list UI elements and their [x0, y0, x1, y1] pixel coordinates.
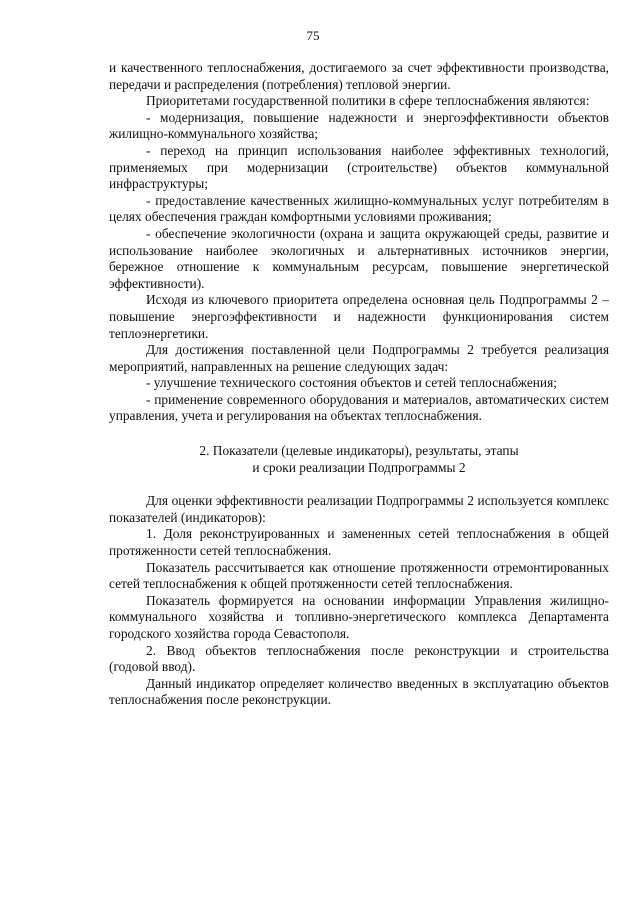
- list-item: - переход на принцип использования наиболее эффективных технологий, применяемых при модернизации (строительстве) объектов коммунальной инфраструктуры;: [109, 142, 609, 192]
- paragraph: Для оценки эффективности реализации Подпрограммы 2 используется комплекс показателей (индикаторов):: [109, 493, 609, 525]
- list-item: 1. Доля реконструированных и замененных сетей теплоснабжения в общей протяженности сетей теплоснабжения.: [109, 526, 609, 559]
- list-item: 2. Ввод объектов теплоснабжения после реконструкции и строительства (годовой ввод).: [109, 642, 609, 675]
- paragraph: Для достижения поставленной цели Подпрограммы 2 требуется реализация мероприятий, направленных на решение следующих задач:: [109, 342, 609, 374]
- list-item: - обеспечение экологичности (охрана и защита окружающей среды, развитие и использование наиболее экологичных и альтернативных источников энергии, бережное отношение к коммунальным ресурсам, повышение энергетической эффективности).: [109, 225, 609, 291]
- page-number: 75: [306, 28, 320, 43]
- paragraph: и качественного теплоснабжения, достигаемого за счет эффективности производства, передачи и распределения (потребления) тепловой энергии.: [109, 60, 609, 92]
- text-block-priorities: [109, 60, 609, 425]
- section-heading-line-2: и сроки реализации Подпрограммы 2: [252, 459, 466, 475]
- paragraph: Показатель рассчитывается как отношение протяженности отремонтированных сетей теплоснабжения к общей протяженности сетей теплоснабжения.: [109, 559, 609, 592]
- list-item: - модернизация, повышение надежности и энергоэффективности объектов жилищно-коммунального хозяйства;: [109, 109, 609, 142]
- section-heading-line-1: 2. Показатели (целевые индикаторы), результаты, этапы: [199, 443, 519, 459]
- paragraph: Приоритетами государственной политики в сфере теплоснабжения являются:: [146, 93, 590, 109]
- list-item: - применение современного оборудования и материалов, автоматических систем управления, учета и регулирования на объектах теплоснабжения.: [109, 391, 609, 424]
- list-item: - улучшение технического состояния объектов и сетей теплоснабжения;: [146, 375, 557, 391]
- paragraph: Исходя из ключевого приоритета определена основная цель Подпрограммы 2 – повышение энергоэффективности и надежности функционирования систем теплоэнергетики.: [109, 292, 609, 341]
- page-body: [109, 60, 609, 709]
- text-block-indicators: [109, 493, 609, 709]
- list-item: - предоставление качественных жилищно-коммунальных услуг потребителям в целях обеспечения граждан комфортными условиями проживания;: [109, 192, 609, 225]
- paragraph: Показатель формируется на основании информации Управления жилищно-коммунального хозяйства и топливно-энергетического комплекса Департамента городского хозяйства города Севастополя.: [109, 592, 609, 641]
- paragraph: Данный индикатор определяет количество введенных в эксплуатацию объектов теплоснабжения после реконструкции.: [109, 675, 609, 708]
